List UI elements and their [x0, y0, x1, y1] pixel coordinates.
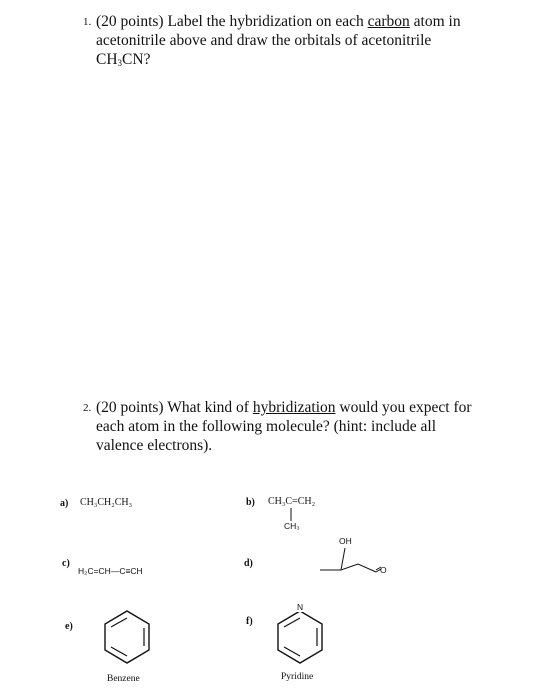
formula-cn: CN? [122, 51, 151, 68]
pyridine-caption: Pyridine [281, 672, 314, 682]
molecule-c-label: c) [62, 558, 70, 569]
molecule-e-label: e) [65, 621, 73, 632]
question-2-text-end: would you expect for [335, 399, 472, 416]
pyridine-nitrogen: N [297, 602, 304, 612]
question-2-line-3: valence electrons). [96, 437, 213, 454]
molecule-a-label: a) [60, 498, 69, 509]
molecule-b-branch-bond [290, 508, 292, 522]
question-2-text: (20 points) What kind of [96, 399, 253, 416]
molecule-d-oh: OH [339, 536, 352, 546]
question-1-text: (20 points) Label the hybridization on each [96, 13, 368, 30]
molecule-a-formula: CH₃CH₂CH₃ [80, 497, 133, 508]
question-2-number: 2. [83, 402, 92, 414]
question-2 [83, 398, 472, 455]
molecule-d-o: O [380, 565, 387, 575]
question-1-line-1 [96, 12, 461, 31]
question-2-line-2: each atom in the following molecule? (hint: include all [96, 418, 437, 435]
underlined-word-hybridization: hybridization [252, 399, 336, 416]
question-1-text-end: atom in [409, 13, 461, 30]
question-1 [83, 12, 461, 73]
molecule-b-label: b) [246, 497, 255, 508]
molecule-b-branch: CH₃ [284, 521, 300, 531]
benzene-caption: Benzene [107, 674, 140, 684]
molecule-c-formula: H₂C=CH—C≡CH [78, 566, 143, 576]
benzene-ring-icon [103, 610, 153, 666]
formula-subscript: 3 [117, 58, 123, 68]
question-2-line-1 [96, 398, 472, 417]
question-1-line-3 [96, 50, 461, 73]
underlined-word-carbon: carbon [367, 13, 410, 30]
molecule-d-skeletal-structure [318, 545, 388, 585]
molecule-f-label: f) [246, 616, 253, 627]
pyridine-ring-icon [276, 610, 326, 666]
question-1-number: 1. [83, 16, 92, 28]
molecule-b-formula: CH₃C=CH₂ [268, 496, 316, 507]
question-1-line-2: acetonitrile above and draw the orbitals of acetonitrile [96, 32, 432, 49]
formula-ch: CH [96, 51, 118, 68]
molecule-d-label: d) [244, 558, 253, 569]
